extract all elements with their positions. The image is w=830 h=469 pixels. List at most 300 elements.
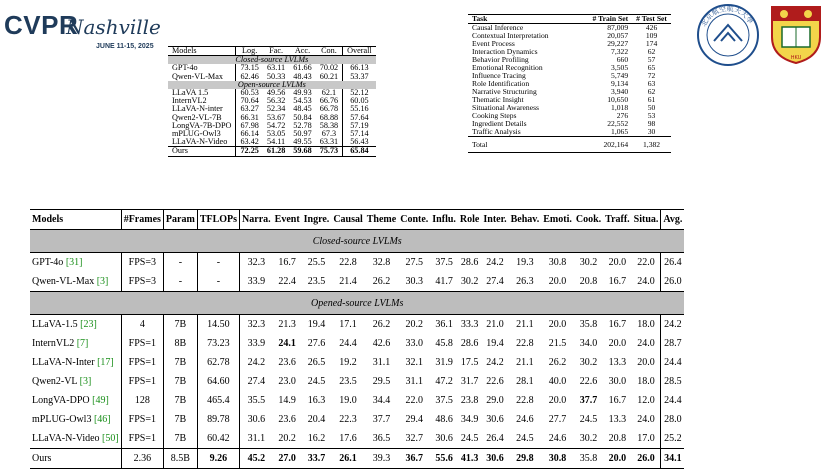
model-name: GPT-4o [32,257,64,268]
table-cell: 67.98 [236,122,263,130]
table-cell: 32.3 [240,315,273,335]
table-cell: 8.5B [163,449,197,469]
table-cell: 52.34 [266,104,286,114]
table-cell: 16.3 [307,395,326,406]
table-cell: 20.0 [548,276,567,287]
header-cell: # Test Set [636,14,667,23]
model-cell [30,315,121,335]
table-cell: 13.3 [608,357,627,368]
table-cell: 30.6 [435,433,453,444]
table-cell: 57.64 [343,114,376,122]
table-cell: FPS=3 [121,253,163,273]
table-cell: 24.5 [579,414,598,425]
table-cell: 72.25 [236,147,263,156]
header-cell: Influ. [432,214,456,225]
section-title: Opened-source LVLMs [30,292,684,315]
header-cell: Behav. [510,214,540,225]
table-cell: 21.3 [278,319,296,330]
table-cell: 37.7 [579,395,598,406]
table-cell: 17.1 [339,319,357,330]
model-name: LLaVA-N-Video [32,433,100,444]
table-cell: 30.8 [548,257,567,268]
table-cell: LongVA-7B-DPO [172,120,232,130]
table-cell: 24.4 [339,338,357,349]
table-cell: 24.4 [661,391,684,410]
table-cell: 2.36 [121,449,163,469]
table-cell: 17.0 [637,433,655,444]
table-cell: 26.2 [372,319,391,330]
table-cell: LLaVA 1.5 [172,88,209,98]
table-cell: 24.0 [637,338,655,349]
table-cell: 23.5 [307,276,326,287]
table-cell: FPS=1 [121,372,163,391]
train-count: 1,065 [611,126,629,136]
table-cell: 20.0 [548,395,567,406]
table-cell: 12.0 [637,395,655,406]
table-cell: 20.0 [608,338,627,349]
model-citation: [46] [93,414,111,425]
table-cell: 14.50 [197,315,239,335]
test-count: 61 [647,94,656,104]
table-cell: 19.0 [339,395,357,406]
table-cell: 8B [163,334,197,353]
table-cell: 42.6 [372,338,391,349]
model-citation: [3] [79,376,92,387]
table-cell: - [163,272,197,292]
table-cell: 26.0 [661,272,684,292]
table1-body [168,56,376,156]
header-cell: Traff. [605,214,630,225]
table-cell: 28.6 [460,257,479,268]
table-cell: 66.14 [236,130,263,138]
table-cell: Qwen-VL-Max [172,71,223,81]
table-cell: 22.8 [516,395,534,406]
test-count: 174 [645,38,658,48]
table-cell: Qwen2-VL-7B [172,112,222,122]
train-count: 660 [616,54,629,64]
table-cell: 54.11 [267,137,286,147]
header-cell: Models [32,214,64,225]
table-cell: 75.73 [319,146,339,156]
model-citation: [17] [97,357,114,368]
table-row [30,353,684,372]
test-count: 65 [647,62,656,72]
table-cell: 22.0 [405,395,423,406]
table-cell: 20.0 [608,453,627,464]
header-cell: Emoti. [543,214,572,225]
table-cell: 7B [163,391,197,410]
table-cell: 31.1 [240,429,273,449]
table-cell: mPLUG-Owl3 [172,129,221,139]
header-cell: Causal [333,214,363,225]
test-count: 30 [647,126,656,136]
table-cell: 54.53 [293,96,312,106]
table-cell: 7B [163,429,197,449]
header-cell: Conte. [400,214,429,225]
table-cell: 27.5 [405,257,423,268]
table-cell: 66.76 [319,96,339,106]
table-cell: GPT-4o [172,63,198,73]
table-cell: 30.6 [486,414,504,425]
buaa-seal [696,3,760,67]
header-cell: Inter. [483,214,507,225]
table-cell: 89.78 [197,410,239,429]
table-cell: 22.4 [278,276,296,287]
svg-text:北京航空航天大學 [699,4,756,28]
table-cell: 52.78 [293,120,312,130]
table-cell: 17.6 [339,433,357,444]
table-cell: 26.4 [486,433,504,444]
table-cell: 49.93 [293,88,312,98]
task-name: Cooking Steps [472,110,517,120]
table-cell: 22.0 [637,257,655,268]
table-cell: 31.7 [460,376,479,387]
train-count: 3,505 [611,62,629,72]
hku-crest-text: HKU [790,55,802,61]
table-cell: 29.8 [516,453,534,464]
train-count: 276 [616,110,629,120]
table-cell: 28.5 [661,372,684,391]
table-cell: 28.7 [661,334,684,353]
train-count: 29,227 [607,38,629,48]
table-cell: 36.1 [435,319,453,330]
table-cell: 33.9 [240,272,273,292]
table-cell: FPS=3 [121,272,163,292]
header-cell: Ingre. [303,214,330,225]
table3-body [30,230,684,469]
table-cell: 21.1 [516,319,534,330]
table-cell: 23.8 [460,395,479,406]
table-cell: 52.12 [343,89,376,97]
table-cell: 57.19 [343,122,376,130]
model-name: Qwen-VL-Max [32,276,95,287]
table-cell: 53.37 [343,73,376,81]
table-cell: 33.3 [460,319,479,330]
header-cell: Avg. [661,210,684,230]
table-cell: 28.1 [516,376,534,387]
table-cell: 32.3 [240,253,273,273]
table-cell: 20.2 [405,319,423,330]
table-cell: - [197,253,239,273]
table-cell: LLaVA-N-inter [172,104,223,114]
table-cell: 31.9 [435,357,453,368]
table2-body [468,23,671,152]
table-cell: 16.2 [307,433,326,444]
task-split-table [468,14,671,153]
table-cell: 23.5 [339,376,357,387]
table-cell: 24.2 [486,357,504,368]
table-cell: 7B [163,410,197,429]
table-cell: 47.2 [435,376,453,387]
table-cell: 27.0 [278,453,296,464]
table-row [30,272,684,292]
table-cell: 59.68 [293,146,312,156]
table-cell: 63.11 [267,63,286,73]
table-cell: 45.8 [435,338,453,349]
table-cell: 26.0 [637,453,655,464]
table-cell: 26.3 [516,276,534,287]
table-cell: 63.42 [236,138,263,147]
table-cell: 32.7 [405,433,423,444]
table-cell: 24.2 [486,257,504,268]
train-count: 1,018 [611,102,629,112]
task-name: Emotional Recognition [472,62,543,72]
train-count: 87,009 [607,22,629,32]
table-cell: 24.6 [516,414,534,425]
table-cell: 24.2 [661,315,684,335]
train-count: 20,057 [607,30,629,40]
table-cell: 25.5 [307,257,326,268]
table-cell: 21.5 [548,338,567,349]
table-cell: 7B [163,372,197,391]
table-cell: 68.88 [319,112,339,122]
train-count: 22,552 [607,118,629,128]
table3-header-row [30,210,684,230]
ours-row [168,147,376,156]
table-cell: 39.3 [372,453,391,464]
table-cell: 24.0 [637,414,655,425]
model-cell [30,372,121,391]
header-cell: Narra. [240,210,273,230]
table-cell: 24.5 [516,433,534,444]
test-count: 98 [647,118,656,128]
model-citation: [3] [96,276,109,287]
table-cell: 35.5 [240,391,273,410]
header-cell: Cook. [575,214,602,225]
table-cell: 16.7 [278,257,296,268]
table-cell: InternVL2 [172,96,207,106]
table-cell: 34.9 [460,414,479,425]
table-cell: 21.1 [516,357,534,368]
test-count: 1,382 [643,139,661,149]
header-cell: Con. [321,46,337,55]
total-label: Total [472,139,488,149]
model-name: LLaVA-1.5 [32,319,78,330]
table-cell: 25.2 [661,429,684,449]
table-cell: 62.1 [321,88,337,98]
table-cell: 58.38 [319,120,339,130]
table-cell: 22.6 [486,376,504,387]
table-cell: 56.32 [266,96,286,106]
table-cell: 27.4 [240,372,273,391]
table-row [30,253,684,273]
section-row [30,292,684,315]
table-cell: 23.6 [278,414,296,425]
table-cell: 48.6 [435,414,453,425]
train-count: 10,650 [607,94,629,104]
table-cell: 55.6 [435,453,453,464]
table-cell: 50.84 [293,112,312,122]
table-cell: 13.3 [608,414,627,425]
table-cell: 24.1 [278,338,296,349]
table-cell: 29.5 [372,376,391,387]
dates-logo-text: JUNE 11-15, 2025 [96,43,154,50]
train-count: 202,164 [603,139,629,149]
task-name: Ingredient Details [472,118,527,128]
table-cell: 7B [163,353,197,372]
table-cell: 57.14 [343,130,376,138]
table-cell: 70.64 [236,97,263,105]
table-cell: FPS=1 [121,410,163,429]
header-cell: # Train Set [592,14,629,23]
table-cell: - [163,253,197,273]
table-cell: 16.7 [608,276,627,287]
table-cell: 26.5 [307,357,326,368]
header-cell: Event [274,214,300,225]
table-cell: 63.31 [319,137,339,147]
model-name: InternVL2 [32,338,75,349]
table-cell: 50.33 [266,71,286,81]
table-cell: 41.3 [460,453,479,464]
table-cell: 41.7 [435,276,453,287]
table-cell: 60.05 [343,97,376,105]
table-cell: 60.21 [319,71,339,81]
table-cell: FPS=1 [121,429,163,449]
task-name: Contextual Interpretation [472,30,549,40]
table-cell: 65.84 [343,147,376,156]
model-cell [30,353,121,372]
model-name: LLaVA-N-Inter [32,357,95,368]
table-cell: 9.26 [197,449,239,469]
test-count: 53 [647,110,656,120]
table-cell: FPS=1 [121,334,163,353]
table-row [30,315,684,335]
table-cell: 20.4 [307,414,326,425]
test-count: 109 [645,30,658,40]
table-cell: - [197,272,239,292]
table-cell: FPS=1 [121,353,163,372]
table-cell: 49.56 [266,88,286,98]
table-cell: 30.6 [240,410,273,429]
table-cell: 24.6 [548,433,567,444]
model-cell [30,334,121,353]
table-cell: 62.78 [197,353,239,372]
table-cell: 16.7 [608,395,627,406]
table-cell: 32.1 [405,357,423,368]
table-cell: 49.55 [293,137,312,147]
table-row [30,334,684,353]
table-row [468,128,671,136]
table-cell: 24.5 [460,433,479,444]
task-name: Influence Tracing [472,70,526,80]
table-cell: 56.43 [343,138,376,147]
table-cell: 20.0 [548,319,567,330]
table-cell: 20.8 [608,433,627,444]
header-cell: Acc. [294,46,311,55]
table-cell: 30.2 [579,433,598,444]
test-count: 62 [647,86,656,96]
table-cell: 50.97 [293,129,312,139]
results-table-main [30,209,684,469]
table-cell: 64.60 [197,372,239,391]
header-cell: Role [459,214,480,225]
model-cell [30,410,121,429]
model-name: LongVA-DPO [32,395,90,406]
table-cell: 35.8 [579,453,598,464]
table-cell: 40.0 [548,376,567,387]
table-cell: 45.2 [240,449,273,469]
section-title: Closed-source LVLMs [168,56,376,65]
table-cell: Ours [172,146,188,156]
header-cell: Theme [366,214,397,225]
table-cell: 21.4 [339,276,357,287]
nashville-logo-text: Nashville [66,15,161,39]
table-cell: 30.2 [579,357,598,368]
table-cell: 37.5 [435,257,453,268]
table-cell: 20.2 [278,433,296,444]
cvpr-logo-text: CVPR [4,10,79,40]
table-cell: 30.6 [486,453,504,464]
task-name: Causal Inference [472,22,524,32]
test-count: 63 [647,78,656,88]
table-cell: 34.4 [372,395,391,406]
header-cell: Log. [236,47,263,56]
table-cell: 66.13 [343,64,376,72]
table-cell: 16.7 [608,319,627,330]
table-cell: 28.0 [661,410,684,429]
table-cell: 17.5 [460,357,479,368]
table-cell: 73.23 [197,334,239,353]
table-cell: 20.8 [579,276,598,287]
header-cell: Overall [343,47,376,56]
table-cell: 33.9 [240,334,273,353]
header-cell: TFLOPs [197,210,239,230]
table-cell: 35.8 [579,319,598,330]
total-row [468,136,671,152]
table-cell: 30.2 [579,257,598,268]
task-name: Behavior Profiling [472,54,529,64]
table-row [30,391,684,410]
model-cell [30,391,121,410]
train-count: 5,749 [611,70,629,80]
model-citation: [50] [102,433,119,444]
table-cell: 24.4 [661,353,684,372]
task-name: Event Process [472,38,515,48]
task-name: Thematic Insight [472,94,524,104]
table-cell: 4 [121,315,163,335]
table-cell: 66.31 [236,114,263,122]
ours-row [30,449,684,469]
table-cell: 22.6 [579,376,598,387]
task-name: Interaction Dynamics [472,46,538,56]
table-cell: 33.0 [405,338,423,349]
table-cell: 19.4 [307,319,326,330]
table-cell: 30.0 [608,376,627,387]
table-cell: 60.53 [236,89,263,97]
model-cell [30,253,121,273]
table-cell: 18.0 [637,319,655,330]
table-cell: 20.0 [637,357,655,368]
model-cell [30,429,121,449]
train-count: 9,134 [611,78,629,88]
table-cell: 30.3 [405,276,423,287]
table-cell: 53.05 [266,129,286,139]
model-citation: [7] [76,338,89,349]
table-cell: 48.43 [293,71,312,81]
cvpr-nashville-logo [4,4,161,56]
table-cell: 26.1 [339,453,357,464]
table-cell: 66.78 [319,104,339,114]
table-cell: 60.42 [197,429,239,449]
table-cell: 37.7 [372,414,391,425]
section-title: Closed-source LVLMs [30,230,684,253]
test-count: 426 [645,22,658,32]
table-cell: 27.7 [548,414,567,425]
table-cell: 22.3 [339,414,357,425]
header-cell: Task [472,14,488,23]
table-cell: 31.1 [405,376,423,387]
table-row [30,372,684,391]
